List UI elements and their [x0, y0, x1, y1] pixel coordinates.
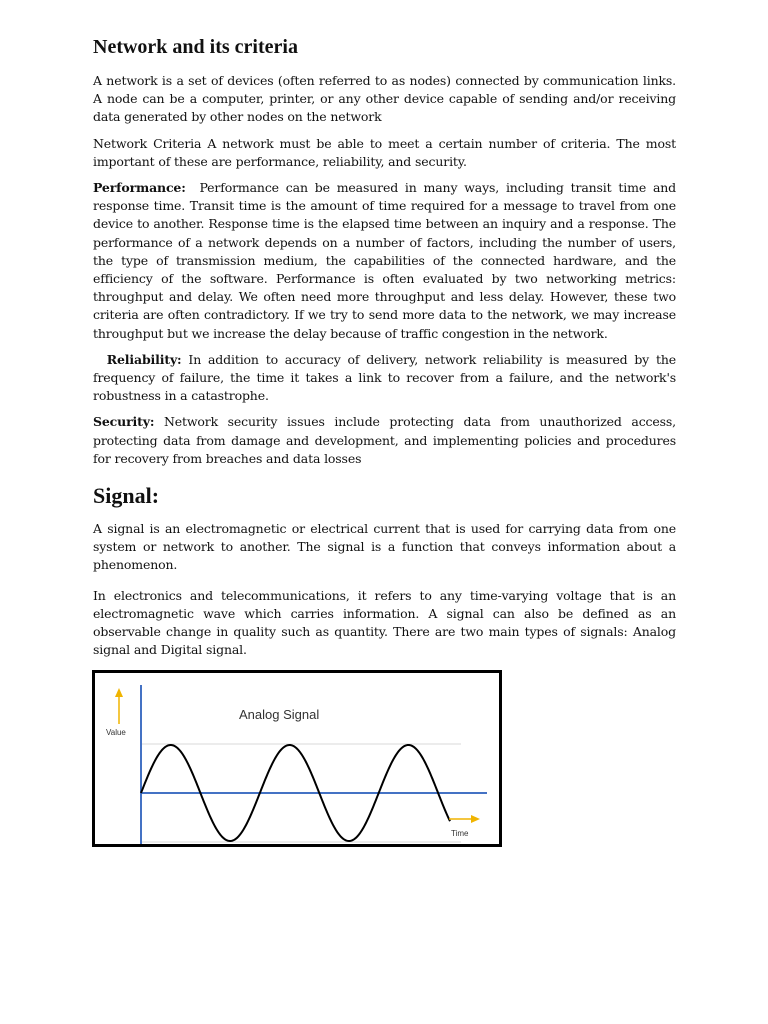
time-arrowhead-icon	[471, 815, 480, 823]
analog-signal-diagram	[95, 673, 499, 844]
y-axis-label: Value	[106, 728, 126, 737]
criteria-paragraph: Network Criteria A network must be able to meet a certain number of criteria. The most important of these are performance, reliability, and security.	[93, 135, 676, 169]
signal-paragraph-1: A signal is an electromagnetic or electrical current that is used for carrying data from one system or network to another. The signal is a function that conveys information about a phenomenon.	[93, 521, 676, 573]
signal-heading: Signal:	[93, 483, 160, 509]
analog-signal-figure	[92, 670, 502, 847]
value-arrowhead-icon	[115, 688, 123, 697]
performance-label: Performance:	[93, 180, 186, 196]
page-title: Network and its criteria	[93, 36, 298, 58]
security-label: Security:	[93, 414, 155, 430]
reliability-label: Reliability:	[106, 351, 182, 367]
x-axis-label: Time	[451, 829, 469, 838]
figure-title: Analog Signal	[239, 707, 320, 722]
reliability-paragraph	[93, 351, 676, 406]
reliability-text: In addition to accuracy of delivery, network reliability is measured by the frequency of failure, the time it takes a link to recover from a failure, and the network's robustness in a catastrophe.	[93, 351, 676, 404]
security-text: Network security issues include protecting data from unauthorized access, protecting data from damage and development, and implementing policies and procedures for recovery from breaches and data losses	[93, 414, 676, 466]
intro-paragraph: A network is a set of devices (often referred to as nodes) connected by communication links. A node can be a computer, printer, or any other device capable of sending and/or receiving data generated by other nodes on the network	[93, 73, 676, 125]
performance-paragraph	[93, 179, 676, 343]
performance-text: Performance can be measured in many ways, including transit time and response time. Transit time is the amount of time required for a message to travel from one device to another. Response time is the elapsed time between an inquiry and a response. The performance of a network depends on a number of factors, including the number of users, the type of transmission medium, the capabilities of the connected hardware, and the efficiency of the software. Performance is often evaluated by two networking metrics: throughput and delay. We often need more throughput and less delay. However, these two criteria are often contradictory. If we try to send more data to the network, we may increase throughput but we increase the delay because of traffic congestion in the network.	[93, 180, 677, 341]
document-body	[93, 34, 676, 667]
signal-paragraph-2: In electronics and telecommunications, it refers to any time-varying voltage that is an electromagnetic wave which carries information. A signal can also be defined as an observable change in quality such as quantity. There are two main types of signals: Analog signal and Digital signal.	[93, 587, 676, 658]
security-paragraph	[93, 413, 676, 468]
